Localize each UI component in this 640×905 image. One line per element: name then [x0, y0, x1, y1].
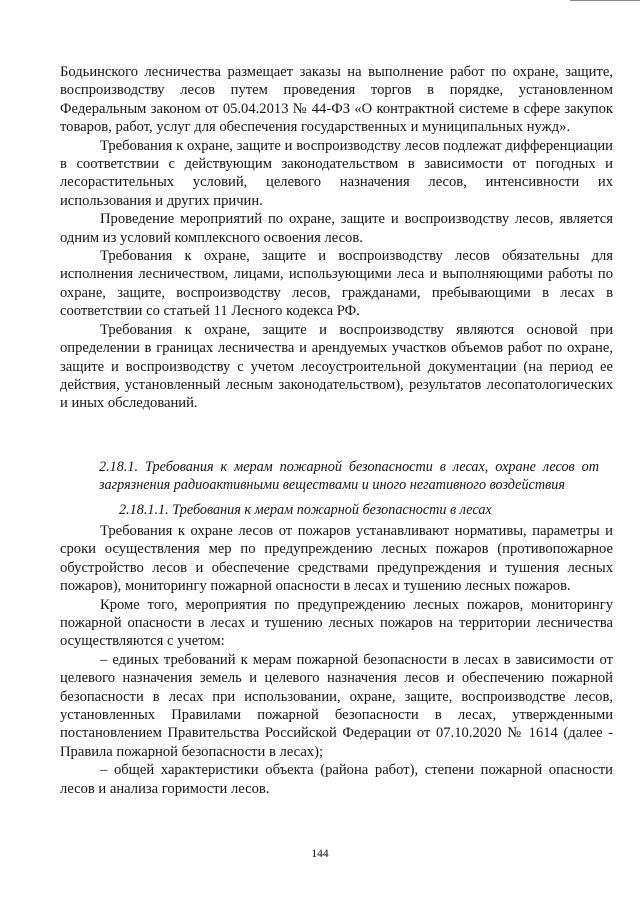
- section-heading-2-18-1-1: 2.18.1.1. Требования к мерам пожарной безопасности в лесах: [119, 502, 492, 518]
- scan-edge-line: [570, 0, 640, 1]
- paragraph: Требования к охране лесов от пожаров устанавливают нормативы, параметры и сроки осуществления мер по предупреждению лесных пожаров (противопожарное обустройство лесов и обеспечение средствами предупреждения и тушения лесных пожаров), мониторингу пожарной опасности в лесах и тушению лесных пожаров.: [60, 523, 613, 595]
- paragraph: Бодьинского лесничества размещает заказы на выполнение работ по охране, защите, воспроизводству лесов путем проведения торгов в порядке, установленном Федеральным законом от 05.04.2013 № 44-ФЗ «О контрактной системе в сфере закупок товаров, работ, услуг для обеспечения государственных и муниципальных нужд».: [60, 64, 613, 136]
- list-item: – единых требований к мерам пожарной безопасности в лесах в зависимости от целевого назначения земель и целевого назначения лесов и обеспечению пожарной безопасности в лесах при использовании, охране, защите, воспроизводстве лесов, установленных Правилами пожарной безопасности в лесах, утвержденными постановлением Правительства Российской Федерации от 07.10.2020 № 1614 (далее - Правила пожарной безопасности в лесах);: [60, 651, 613, 760]
- page-number: 144: [311, 848, 329, 860]
- list-item: – общей характеристики объекта (района работ), степени пожарной опасности лесов и анализа горимости лесов.: [60, 762, 613, 797]
- paragraph: Кроме того, мероприятия по предупреждению лесных пожаров, мониторингу пожарной опасности в лесах и тушению лесных пожаров на территории лесничества осуществляются с учетом:: [60, 596, 613, 650]
- section-fire-safety: [60, 522, 613, 798]
- paragraph: Требования к охране, защите и воспроизводству лесов подлежат дифференциации в соответствии с действующим законодательством в зависимости от погодных и лесорастительных условий, целевого назначения лесов, интенсивности их использования и других причин.: [60, 137, 613, 209]
- paragraph: Требования к охране, защите и воспроизводству являются основой при определении в границах лесничества и арендуемых участков объемов работ по охране, защите и воспроизводству с учетом лесоустроительной документации (на период ее действия, установленный лесным законодательством), результатов лесопатологических и иных обследований.: [60, 321, 613, 412]
- paragraph: Проведение мероприятий по охране, защите и воспроизводству лесов, является одним из условий комплексного освоения лесов.: [60, 211, 613, 246]
- paragraph: Требования к охране, защите и воспроизводству лесов обязательны для исполнения лесничеством, лицами, использующими леса и выполняющими работы по охране, защите, воспроизводству лесов, гражданами, пребывающими в лесах в соответствии со статьей 11 Лесного кодекса РФ.: [60, 248, 613, 320]
- section-heading-2-18-1: 2.18.1. Требования к мерам пожарной безопасности в лесах, охране лесов от загрязнения радиоактивными веществами и иного негативного воздействия: [99, 459, 599, 494]
- section-forest-protection: [60, 63, 613, 413]
